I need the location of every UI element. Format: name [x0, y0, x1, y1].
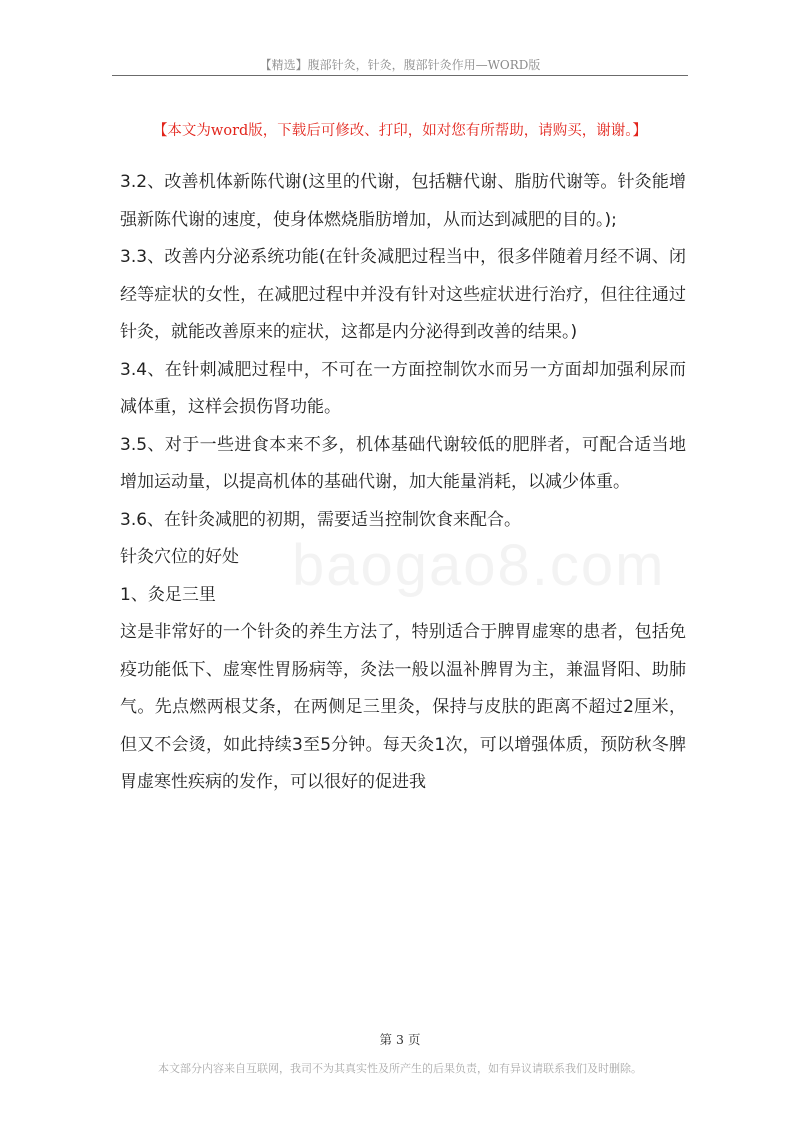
watermark-text: baogao8.com: [292, 533, 666, 598]
page-footer: 本文部分内容来自互联网，我司不为其真实性及所产生的后果负责，如有异议请联系我们及时删除。: [158, 1062, 642, 1075]
paragraph-3-2: 3.2、改善机体新陈代谢(这里的代谢，包括糖代谢、脂肪代谢等。针灸能增强新陈代谢的速度，使身体燃烧脂肪增加，从而达到减肥的目的。);: [120, 172, 686, 230]
paragraph-3-4: 3.4、在针刺减肥过程中，不可在一方面控制饮水而另一方面却加强利尿而减体重，这样会损伤肾功能。: [120, 359, 686, 417]
section-heading: 针灸穴位的好处: [120, 547, 239, 567]
header-divider: [112, 75, 688, 76]
page-header: 【精选】腹部针灸，针灸，腹部针灸作用—WORD版: [259, 58, 541, 72]
subsection-heading: 1、灸足三里: [120, 584, 216, 605]
paragraph-3-5: 3.5、对于一些进食本来不多，机体基础代谢较低的肥胖者，可配合适当地增加运动量，以提高机体的基础代谢，加大能量消耗，以减少体重。: [120, 434, 686, 492]
page-number: 第 3 页: [379, 1032, 421, 1047]
paragraph-3-3: 3.3、改善内分泌系统功能(在针灸减肥过程当中，很多伴随着月经不调、闭经等症状的女性，在减肥过程中并没有针对这些症状进行治疗，但往往通过针灸，就能改善原来的症状，这都是内分泌得到改善的结果。): [120, 247, 686, 342]
document-body: [120, 164, 686, 802]
paragraph-zusanli: 这是非常好的一个针灸的养生方法了，特别适合于脾胃虚寒的患者，包括免疫功能低下、虚寒性胃肠病等，灸法一般以温补脾胃为主，兼温肾阳、助肺气。先点燃两根艾条，在两侧足三里灸，保持与皮肤的距离不超过2厘米，但又不会烫，如此持续3至5分钟。每天灸1次，可以增强体质，预防秋冬脾胃虚寒性疾病的发作，可以很好的促进我: [120, 622, 686, 792]
paragraph-3-6: 3.6、在针灸减肥的初期，需要适当控制饮食来配合。: [120, 509, 522, 530]
download-notice: 【本文为word版，下载后可修改、打印，如对您有所帮助，请购买，谢谢。】: [152, 123, 648, 139]
